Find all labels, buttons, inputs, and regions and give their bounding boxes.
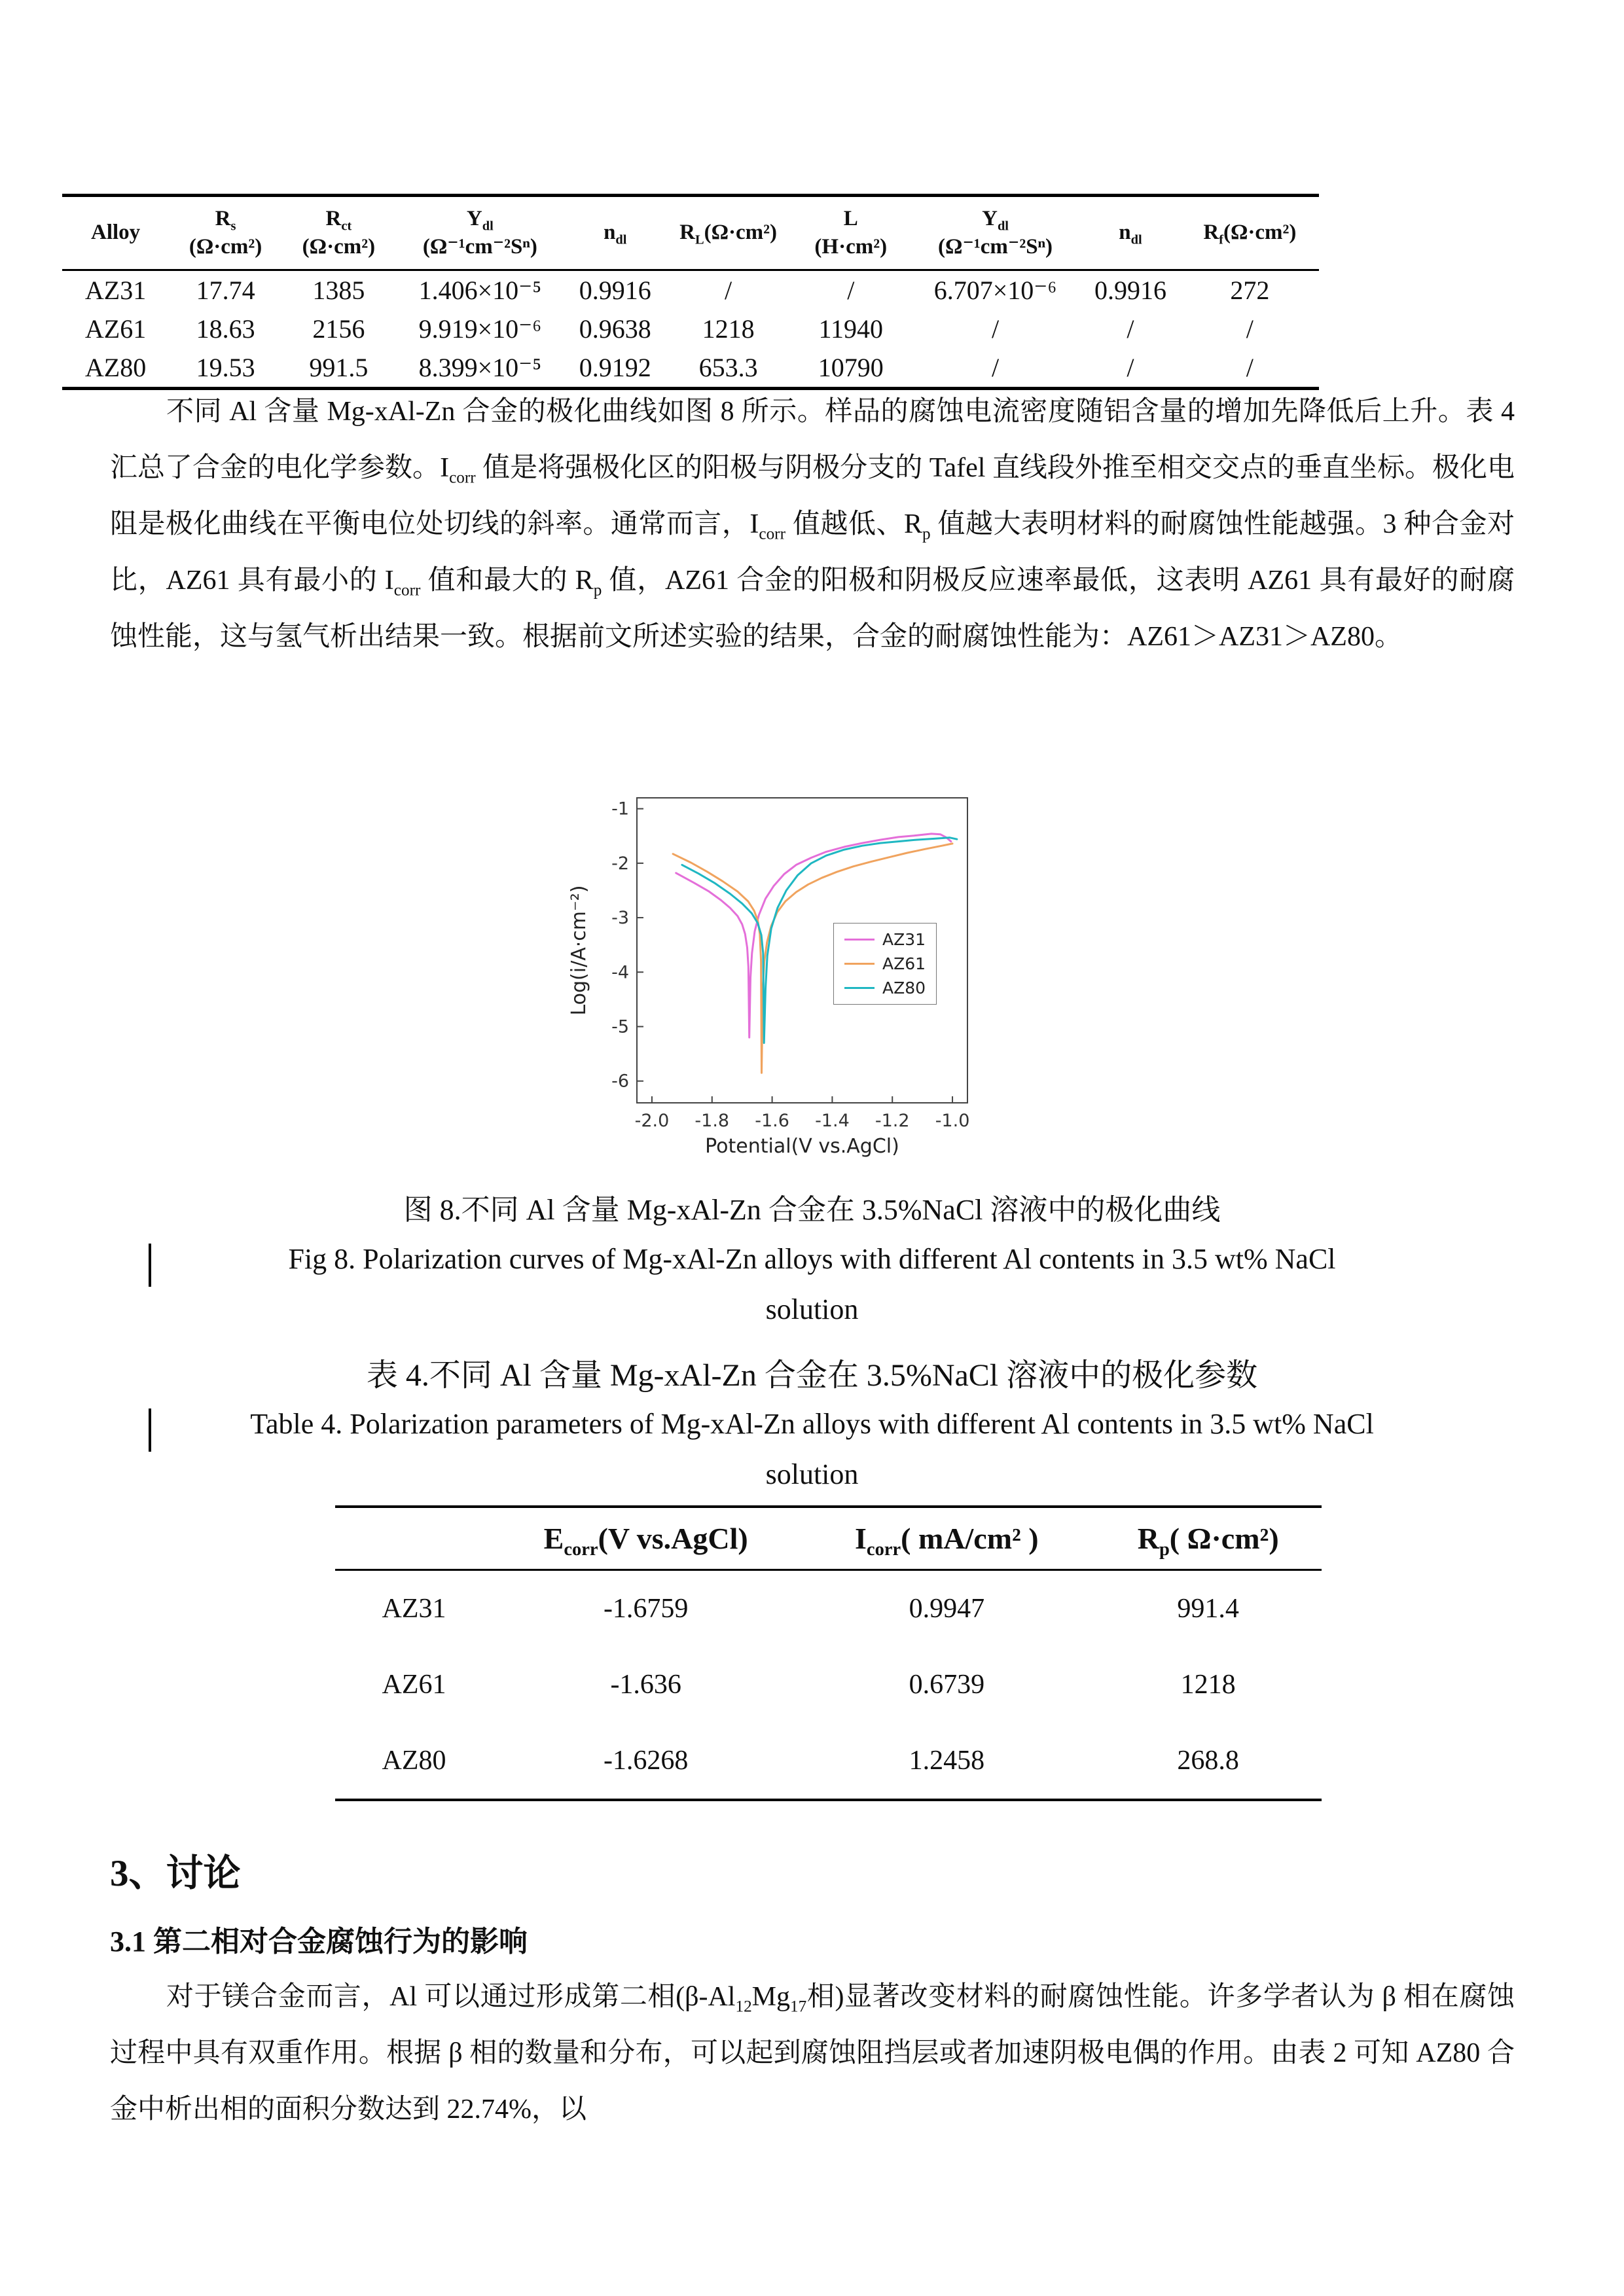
table-row-az61 <box>62 310 1319 348</box>
eis-col-ydl-2: $Y_{dl}$ (Ω⁻¹cm⁻²Sⁿ) <box>938 207 1053 259</box>
alloy-name: AZ31 <box>84 275 147 305</box>
svg-text:-2.0: -2.0 <box>634 1111 670 1131</box>
table-cell: 1385 <box>312 275 365 305</box>
table-cell: 8.399×10⁻⁵ <box>418 352 542 382</box>
table-cell: 1.406×10⁻⁵ <box>418 275 542 305</box>
figure8-caption-en: Fig 8. Polarization curves of Mg-xAl-Zn alloys with different Al contents in 3.5 wt% NaCl <box>288 1243 1336 1275</box>
revision-marker <box>149 1408 151 1452</box>
eis-col-ndl-2: $n_{dl}$ <box>1119 221 1142 248</box>
table-cell: / <box>847 275 855 305</box>
table-cell: -1.6759 <box>603 1594 689 1624</box>
t4-col-alloy <box>335 1507 493 1570</box>
table-cell: 17.74 <box>196 275 255 305</box>
table-cell: 653.3 <box>698 352 758 382</box>
chart-legend <box>833 923 937 1005</box>
revision-marker <box>149 1244 151 1287</box>
svg-text:-1.6: -1.6 <box>755 1111 789 1131</box>
table-row-az31 <box>335 1570 1322 1647</box>
eis-header-row <box>62 196 1319 270</box>
svg-text:-1.2: -1.2 <box>875 1111 910 1131</box>
svg-text:-1: -1 <box>611 798 629 819</box>
table-cell: / <box>1246 352 1254 382</box>
table-cell: 268.8 <box>1177 1746 1239 1776</box>
svg-text:-1.0: -1.0 <box>935 1111 970 1131</box>
alloy-name: AZ61 <box>84 314 147 344</box>
table-cell: -1.6268 <box>603 1746 689 1776</box>
svg-text:-3: -3 <box>611 908 629 929</box>
section-3-1-heading: 3.1 第二相对合金腐蚀行为的影响 <box>110 1926 528 1958</box>
table4-caption-zh: 表 4.不同 Al 含量 Mg-xAl-Zn 合金在 3.5%NaCl 溶液中的极化参数 <box>366 1358 1258 1393</box>
legend-line-sample <box>844 963 875 965</box>
figure8-caption-zh: 图 8.不同 Al 含量 Mg-xAl-Zn 合金在 3.5%NaCl 溶液中的极化曲线 <box>403 1194 1221 1226</box>
table-cell: 1218 <box>702 314 755 344</box>
alloy-name: AZ31 <box>382 1594 446 1624</box>
eis-col-rs: $R_s$ (Ω·cm²) <box>189 207 262 259</box>
table-cell: 1.2458 <box>909 1746 985 1776</box>
legend-label: AZ61 <box>882 954 926 973</box>
table-cell: 991.4 <box>1177 1594 1239 1624</box>
table-cell: 0.9638 <box>579 314 651 344</box>
polarization-chart-svg <box>563 789 1008 1165</box>
table-cell: 18.63 <box>196 314 255 344</box>
figure8-caption-en-cont: solution <box>765 1293 859 1325</box>
alloy-name: AZ80 <box>382 1746 446 1776</box>
table-cell: 0.9192 <box>579 352 651 382</box>
legend-line-sample <box>844 939 875 941</box>
table-cell: / <box>725 275 732 305</box>
table-cell: 991.5 <box>309 352 369 382</box>
svg-text:-1.4: -1.4 <box>815 1111 850 1131</box>
eis-col-alloy: Alloy <box>91 221 141 245</box>
legend-label: AZ80 <box>882 978 926 997</box>
eis-col-ndl: $n_{dl}$ <box>604 221 627 248</box>
polarization-parameters-table <box>335 1505 1322 1801</box>
eis-col-l: L (H·cm²) <box>814 207 888 259</box>
table-cell: 0.9916 <box>1094 275 1166 305</box>
table-cell: 0.9916 <box>579 275 651 305</box>
table-cell: 0.6739 <box>909 1670 985 1700</box>
table-cell: / <box>1127 314 1134 344</box>
svg-text:Potential(V vs.AgCl): Potential(V vs.AgCl) <box>705 1135 899 1158</box>
table-cell: 19.53 <box>196 352 255 382</box>
legend-label: AZ31 <box>882 930 926 949</box>
legend-item-az80 <box>844 978 926 997</box>
legend-line-sample <box>844 987 875 989</box>
table-cell: 11940 <box>818 314 884 344</box>
table-row-az80 <box>62 348 1319 389</box>
eis-parameters-table <box>62 194 1319 390</box>
table-cell: / <box>1127 352 1134 382</box>
table4-caption-en-cont: solution <box>765 1458 859 1490</box>
eis-col-rl: $R_L(\Omega\cdot cm^2)$ <box>679 221 778 248</box>
svg-text:-4: -4 <box>611 962 629 983</box>
svg-text:-1.8: -1.8 <box>695 1111 730 1131</box>
table-cell: 1218 <box>1180 1670 1236 1700</box>
section-3-heading: 3、讨论 <box>110 1853 241 1894</box>
t4-col-rp: $R_p$( Ω·cm²) <box>1137 1522 1279 1560</box>
table-cell: 0.9947 <box>909 1594 985 1624</box>
table-cell: 10790 <box>818 352 884 382</box>
table-cell: / <box>991 352 1000 382</box>
table-row-az61 <box>335 1647 1322 1723</box>
table-cell: / <box>1246 314 1254 344</box>
table-row-az31 <box>62 270 1319 310</box>
paragraph-electrochemical-analysis: 不同 Al 含量 Mg-xAl-Zn 合金的极化曲线如图 8 所示。样品的腐蚀电流密度随铝含量的增加先降低后上升。表 4 汇总了合金的电化学参数。$I_{corr}$ 值是将强极化区的阳极与阴极分支的 Tafel 直线段外推至相交交点的垂直坐标。极化电阻是极化曲线在平衡电位处切线的斜率。通常而言，$I_{corr}$ 值越低、$R_p$ 值越大表明材料的耐腐蚀性能越强。3 种合金对比，AZ61 具有最小的 $I_{corr}$ 值和最大的 $R_p$ 值，AZ61 合金的阳极和阴极反应速率最低，这表明 AZ61 具有最好的耐腐蚀性能，这与氢气析出结果一致。根据前文所述实验的结果，合金的耐腐蚀性能为：AZ61＞AZ31＞AZ80。 <box>110 397 1515 652</box>
svg-text:Log(i/A·cm⁻²): Log(i/A·cm⁻²) <box>568 885 590 1016</box>
t4-col-ecorr: $E_{corr}(V$ vs.AgCl) <box>543 1522 748 1560</box>
t4-header-row <box>335 1507 1322 1570</box>
table-cell: 6.707×10⁻⁶ <box>933 275 1057 305</box>
table-cell: 272 <box>1230 275 1270 305</box>
alloy-name: AZ61 <box>382 1670 446 1700</box>
table-cell: / <box>991 314 1000 344</box>
table-cell: 9.919×10⁻⁶ <box>418 314 542 344</box>
t4-col-icorr: $I_{corr}$( mA/cm² ) <box>855 1522 1039 1560</box>
table-cell: 2156 <box>312 314 365 344</box>
legend-item-az31 <box>844 930 926 949</box>
eis-col-rf: $R_f(\Omega\cdot cm^2)$ <box>1203 221 1297 248</box>
table4-caption-en: Table 4. Polarization parameters of Mg-xAl-Zn alloys with different Al contents in 3.5 wt% NaCl <box>250 1408 1374 1440</box>
polarization-chart <box>563 789 1008 1165</box>
eis-col-rct: $R_{ct}$ (Ω·cm²) <box>302 207 376 259</box>
legend-item-az61 <box>844 954 926 973</box>
table-row-az80 <box>335 1723 1322 1800</box>
svg-text:-2: -2 <box>611 853 629 874</box>
alloy-name: AZ80 <box>84 352 147 382</box>
table-cell: -1.636 <box>610 1670 681 1700</box>
eis-col-ydl: $Y_{dl}$ (Ω⁻¹cm⁻²Sⁿ) <box>422 207 537 259</box>
paragraph-discussion: 对于镁合金而言，Al 可以通过形成第二相($\beta-Al_{12}Mg_{17}$相)显著改变材料的耐腐蚀性能。许多学者认为 β 相在腐蚀过程中具有双重作用。根据 β 相的数量和分布，可以起到腐蚀阻挡层或者加速阴极电偶的作用。由表 2 可知 AZ80 合金中析出相的面积分数达到 22.74%，以 <box>110 1982 1515 2125</box>
svg-text:-5: -5 <box>611 1016 629 1037</box>
svg-text:-6: -6 <box>611 1071 629 1092</box>
